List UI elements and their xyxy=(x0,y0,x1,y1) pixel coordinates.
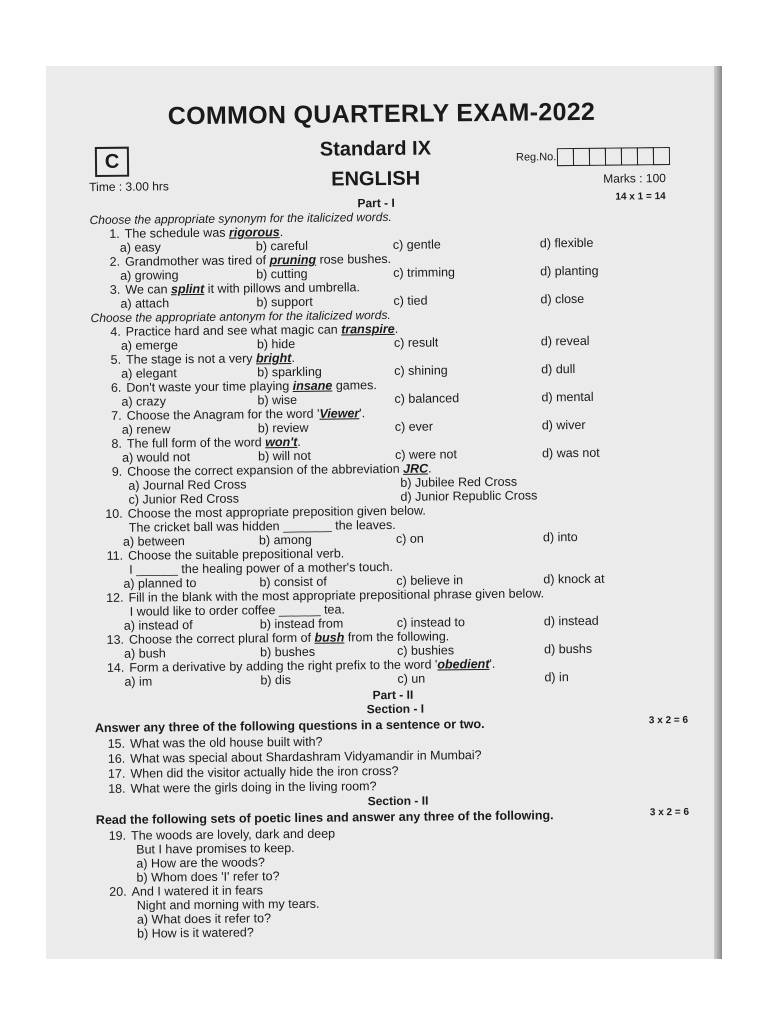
question-text-pre: The schedule was xyxy=(124,225,230,241)
answer-option: a) planned to xyxy=(123,575,197,591)
answer-option: b) hide xyxy=(256,336,296,352)
question-text-pre: Choose the suitable prepositional verb. xyxy=(128,546,345,563)
reg-no-label: Reg.No. xyxy=(515,151,557,164)
answer-option: b) among xyxy=(258,532,312,548)
poem-line: Night and morning with my tears. xyxy=(136,896,320,913)
answer-option: d) bushs xyxy=(544,641,593,657)
question-text-pre: Practice hard and see what magic can xyxy=(125,322,342,339)
question-keyword: insane xyxy=(292,378,333,393)
question-text-post: . xyxy=(428,461,432,476)
poem-sub-question: b) How is it watered? xyxy=(136,925,254,941)
answer-option: c) Junior Red Cross xyxy=(128,491,240,507)
question-number: 12. xyxy=(106,590,124,605)
question-text-post: '. xyxy=(359,406,366,421)
question-text-pre: Choose the Anagram for the word ' xyxy=(126,406,320,423)
section1-instruction: Answer any three of the following questions in a sentence or two. xyxy=(94,716,485,736)
standard-label: Standard IX xyxy=(319,137,432,161)
answer-option: c) un xyxy=(397,671,426,686)
poem-line: But I have promises to keep. xyxy=(136,840,295,857)
reg-no-box xyxy=(605,148,622,166)
answer-option: d) reveal xyxy=(540,333,590,349)
answer-option: a) Journal Red Cross xyxy=(128,477,247,493)
question-text-post: . xyxy=(394,321,399,336)
question-text-pre: Don't waste your time playing xyxy=(126,378,293,395)
answer-option: c) instead to xyxy=(396,615,465,630)
answer-option: c) tied xyxy=(393,293,428,308)
question-stem xyxy=(97,378,377,395)
short-question xyxy=(101,748,481,766)
answer-option: d) in xyxy=(544,670,569,685)
question-number: 10. xyxy=(105,506,123,521)
question-number: 7. xyxy=(111,408,122,423)
answer-option: c) on xyxy=(395,531,424,546)
question-text-post: from the following. xyxy=(344,629,450,645)
question-text-post: . xyxy=(297,434,301,449)
exam-paper xyxy=(46,66,722,959)
subject-label: ENGLISH xyxy=(331,167,421,191)
question-number: 19. xyxy=(108,828,127,843)
question-keyword: pruning xyxy=(269,252,317,268)
answer-option: a) bush xyxy=(124,646,166,661)
answer-option: a) emerge xyxy=(120,338,178,353)
question-number: 2. xyxy=(109,254,121,269)
question-text-post: . xyxy=(291,350,295,365)
answer-option: b) consist of xyxy=(259,574,327,590)
answer-option: b) dis xyxy=(260,673,292,688)
answer-option: b) careful xyxy=(255,238,309,254)
question-keyword: rigorous xyxy=(228,225,280,240)
question-keyword: transpire xyxy=(341,321,395,337)
answer-option: d) was not xyxy=(541,445,600,461)
answer-option: d) mental xyxy=(541,389,594,405)
question-number: 17. xyxy=(107,766,126,781)
reg-no-field xyxy=(516,147,671,167)
synonym-instruction: Choose the appropriate synonym for the italicized words. xyxy=(89,209,392,228)
answer-option: c) gentle xyxy=(392,237,441,252)
exam-sheet xyxy=(46,66,722,959)
answer-option: a) instead of xyxy=(123,618,193,633)
question-text-pre: Choose the correct expansion of the abbreviation xyxy=(127,461,404,479)
question-blank-line: I ______ the healing power of a mother's touch. xyxy=(129,559,393,577)
answer-option: d) Junior Republic Cross xyxy=(400,488,538,504)
answer-option: b) instead from xyxy=(259,616,344,632)
answer-option: d) instead xyxy=(543,613,599,629)
poem-sub-question: a) How are the woods? xyxy=(136,855,265,871)
part2-heading: Part - II xyxy=(372,687,414,703)
section1-heading: Section - I xyxy=(366,701,425,717)
question-stem xyxy=(96,280,360,297)
answer-option: b) wise xyxy=(257,392,298,408)
answer-option: a) between xyxy=(122,534,185,549)
reg-no-box xyxy=(621,147,638,165)
section1-score: 3 x 2 = 6 xyxy=(648,714,689,727)
question-number: 1. xyxy=(109,226,120,241)
answer-option: c) trimming xyxy=(393,265,456,280)
question-number: 20. xyxy=(109,884,127,899)
answer-option: d) into xyxy=(542,529,578,545)
answer-option: c) were not xyxy=(394,447,457,462)
answer-option: d) wiver xyxy=(541,417,586,433)
question-number: 16. xyxy=(107,751,126,766)
question-number: 8. xyxy=(111,436,123,451)
question-text-post: '. xyxy=(489,656,496,671)
answer-option: d) close xyxy=(540,291,585,307)
question-number: 14. xyxy=(106,660,125,675)
question-text: What was the old house built with? xyxy=(130,734,323,751)
question-number: 15. xyxy=(107,736,126,751)
answer-option: b) Jubilee Red Cross xyxy=(400,474,518,490)
question-text: What were the girls doing in the living room? xyxy=(130,779,377,796)
reg-no-box xyxy=(557,148,574,166)
answer-option: d) dull xyxy=(541,362,576,377)
answer-option: b) sparkling xyxy=(257,364,322,380)
marks-label: Marks : 100 xyxy=(603,171,666,186)
poem-text: The woods are lovely, dark and deep xyxy=(130,826,336,843)
question-number: 18. xyxy=(108,781,126,796)
question-keyword: won't xyxy=(265,434,298,450)
reg-no-boxes xyxy=(558,147,670,166)
answer-option: a) im xyxy=(124,674,153,689)
answer-option: a) crazy xyxy=(121,394,167,409)
question-text-pre: The stage is not a very xyxy=(125,351,257,367)
part1-heading: Part - I xyxy=(357,195,395,211)
question-keyword: bright xyxy=(255,350,292,366)
question-text-post: games. xyxy=(332,378,377,393)
answer-option: c) result xyxy=(393,335,439,350)
question-number: 3. xyxy=(109,282,121,297)
question-number: 13. xyxy=(106,632,125,647)
question-blank-line: The cricket ball was hidden _______ the leaves. xyxy=(128,517,396,535)
reg-no-box xyxy=(589,148,606,166)
answer-option: b) bushes xyxy=(260,644,316,660)
question-text-post: . xyxy=(279,225,284,240)
answer-option: c) shining xyxy=(394,363,448,378)
answer-option: a) elegant xyxy=(121,366,177,381)
question-number: 11. xyxy=(106,548,124,563)
question-keyword: JRC xyxy=(403,461,429,476)
question-number: 6. xyxy=(110,380,122,395)
exam-title: COMMON QUARTERLY EXAM-2022 xyxy=(167,97,596,131)
answer-option: a) would not xyxy=(122,450,191,465)
question-keyword: bush xyxy=(314,630,345,645)
answer-option: a) renew xyxy=(121,422,171,437)
antonym-instruction: Choose the appropriate antonym for the italicized words. xyxy=(90,307,391,326)
section2-heading: Section - II xyxy=(367,793,429,809)
question-text-pre: Fill in the blank with the most appropriate prepositional phrase given below. xyxy=(128,586,545,605)
part1-score: 14 x 1 = 14 xyxy=(615,191,666,203)
question-stem xyxy=(100,657,495,675)
question-text-pre: Choose the correct plural form of xyxy=(128,630,315,647)
answer-option: d) flexible xyxy=(539,235,594,251)
answer-option: c) balanced xyxy=(394,391,460,406)
reg-no-box xyxy=(637,147,654,165)
answer-option: b) cutting xyxy=(256,266,308,282)
question-text-pre: Grandmother was tired of xyxy=(124,253,270,269)
short-question xyxy=(101,779,376,796)
question-stem xyxy=(98,462,432,479)
question-keyword: obedient xyxy=(437,656,490,672)
question-text-pre: We can xyxy=(125,282,172,297)
section2-instruction: Read the following sets of poetic lines and answer any three of the following. xyxy=(95,808,554,828)
poem-line xyxy=(102,827,335,843)
reg-no-box xyxy=(573,148,590,166)
question-text-post: rose bushes. xyxy=(315,251,392,267)
answer-option: a) growing xyxy=(120,268,179,283)
question-number: 9. xyxy=(111,464,123,479)
question-blank-line: I would like to order coffee ______ tea. xyxy=(129,602,345,619)
question-keyword: Viewer xyxy=(319,406,360,421)
section2-score: 3 x 2 = 6 xyxy=(649,806,690,819)
set-code-box: C xyxy=(95,147,129,177)
poem-sub-question: b) Whom does 'I' refer to? xyxy=(136,869,280,885)
question-text-post: it with pillows and umbrella. xyxy=(204,280,360,296)
answer-option: b) support xyxy=(256,294,313,310)
question-text: What was special about Shardashram Vidyamandir in Mumbai? xyxy=(130,748,482,766)
time-label: Time : 3.00 hrs xyxy=(89,179,169,195)
question-number: 5. xyxy=(110,352,122,367)
question-stem xyxy=(97,322,399,339)
question-keyword: splint xyxy=(170,281,205,297)
question-stem xyxy=(98,406,366,423)
question-number: 4. xyxy=(110,324,121,339)
answer-option: d) knock at xyxy=(543,571,605,587)
poem-sub-question: a) What does it refer to? xyxy=(136,911,272,927)
question-text-pre: Form a derivative by adding the right prefix to the word ' xyxy=(129,657,438,675)
question-stem xyxy=(96,252,391,269)
poem-text: And I watered it in fears xyxy=(131,883,264,899)
answer-option: d) planting xyxy=(540,263,599,279)
question-text-pre: The full form of the word xyxy=(126,435,266,451)
question-text: When did the visitor actually hide the iron cross? xyxy=(130,763,399,781)
reg-no-box xyxy=(653,147,670,165)
answer-option: c) ever xyxy=(394,419,434,434)
answer-option: a) easy xyxy=(119,240,161,255)
answer-option: b) will not xyxy=(258,448,311,464)
question-text-pre: Choose the most appropriate preposition given below. xyxy=(127,503,426,521)
answer-option: b) review xyxy=(257,420,309,436)
answer-option: c) bushies xyxy=(397,643,455,658)
short-question xyxy=(101,735,323,751)
answer-option: c) believe in xyxy=(396,573,464,588)
answer-option: a) attach xyxy=(120,296,170,311)
